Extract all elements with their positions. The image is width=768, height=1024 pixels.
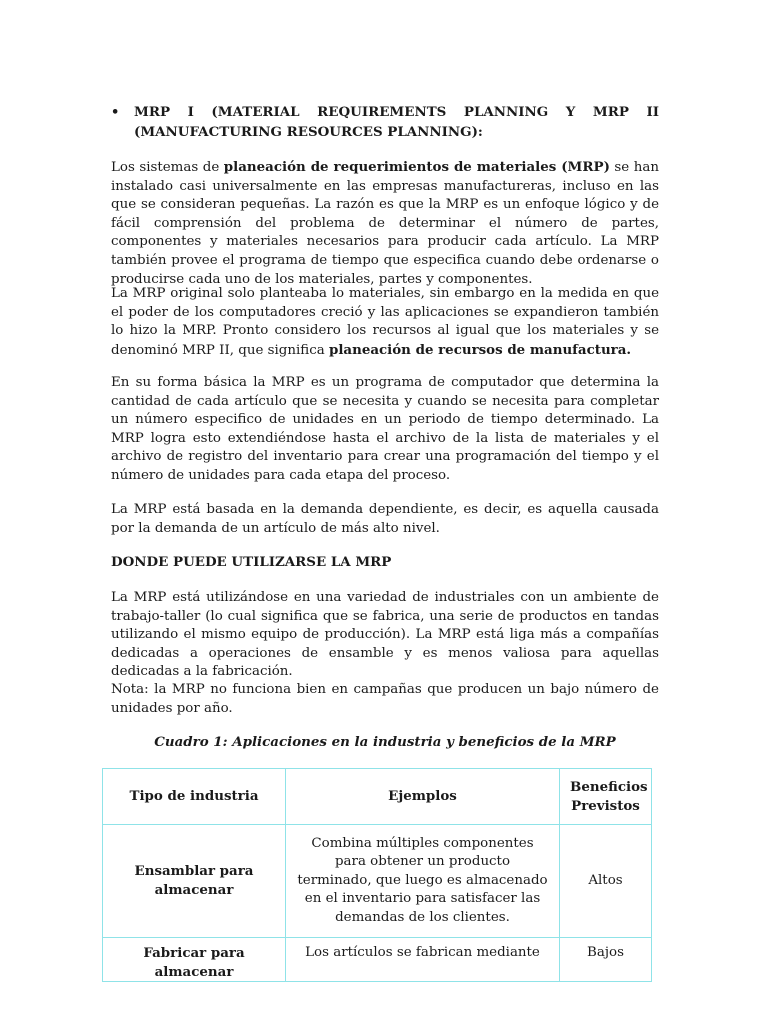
paragraph-mrp-basic: En su forma básica la MRP es un programa de computador que determina la cantidad de cada artículo que se necesita y cuando se necesita para completar un número especifico de unidades en un periodo de tiempo determinado. La MRP logra esto extendiéndose hasta el archivo de la lista de materiales y el archivo de registro del inventario para crear una programación del tiempo y el número de unidades para cada etapa del proceso.	[111, 375, 659, 483]
para2-text: La MRP original solo planteaba lo materiales, sin embargo en la medida en que el poder de los computadores creció y las aplicaciones se expandieron también lo hizo la MRP. Pronto considero los recursos al igual que los materiales y se denominó MRP II, que significa	[111, 286, 659, 358]
cell-industry: Fabricar para almacenar	[103, 938, 286, 982]
header-ejemplos: Ejemplos	[286, 769, 560, 825]
table-header-row	[103, 769, 652, 825]
paragraph-mrp-demand: La MRP está basada en la demanda dependiente, es decir, es aquella causada por la demanda de un artículo de más alto nivel.	[111, 502, 659, 536]
paragraph-nota: Nota: la MRP no funciona bien en campañas que producen un bajo número de unidades por año.	[111, 682, 659, 716]
subheading-donde: DONDE PUEDE UTILIZARSE LA MRP	[111, 554, 392, 570]
paragraph-mrp-intro	[111, 158, 659, 289]
bullet-icon: •	[111, 105, 120, 120]
heading-line-2: (MANUFACTURING RESOURCES PLANNING):	[134, 123, 483, 140]
paragraph-mrp-usage: La MRP está utilizándose en una variedad de industriales con un ambiente de trabajo-taller (lo cual significa que se fabrica, una serie de productos en tandas utilizando el mismo equipo de producción). La MRP está liga más a compañías dedicadas a operaciones de ensamble y es menos valiosa para aquellas dedicadas a la fabricación.	[111, 590, 659, 680]
para1-bold: planeación de requerimientos de materiales (MRP)	[223, 159, 610, 175]
para1-text-a: Los sistemas de	[111, 160, 224, 175]
cell-industry: Ensamblar para almacenar	[103, 825, 286, 938]
table-row	[103, 825, 652, 938]
paragraph-mrp-original	[111, 285, 659, 360]
section-heading	[111, 103, 659, 142]
para1-text-b: se han instalado casi universalmente en las empresas manufactureras, incluso en las que se consideran pequeñas. La razón es que la MRP es un enfoque lógico y de fácil comprensión del problema de determinar el número de partes, componentes y materiales necesarios para producir cada artículo. La MRP también provee el programa de tiempo que especifica cuando debe ordenarse o producirse cada uno de los materiales, partes y componentes.	[111, 160, 659, 287]
applications-table	[102, 768, 652, 982]
cell-example: Combina múltiples componentes para obtener un producto terminado, que luego es almacenado en el inventario para satisfacer las demandas de los clientes.	[286, 825, 560, 938]
cell-example: Los artículos se fabrican mediante	[286, 938, 560, 982]
table-caption: Cuadro 1: Aplicaciones en la industria y beneficios de la MRP	[154, 734, 616, 750]
cell-benefit: Altos	[560, 825, 652, 938]
cell-benefit: Bajos	[560, 938, 652, 982]
heading-line-1: MRP I (MATERIAL REQUIREMENTS PLANNING Y MRP II	[134, 104, 659, 120]
table-row	[103, 938, 652, 982]
header-beneficios: Beneficios Previstos	[560, 769, 652, 825]
header-tipo-industria: Tipo de industria	[103, 769, 286, 825]
para2-bold: planeación de recursos de manufactura.	[328, 341, 632, 358]
